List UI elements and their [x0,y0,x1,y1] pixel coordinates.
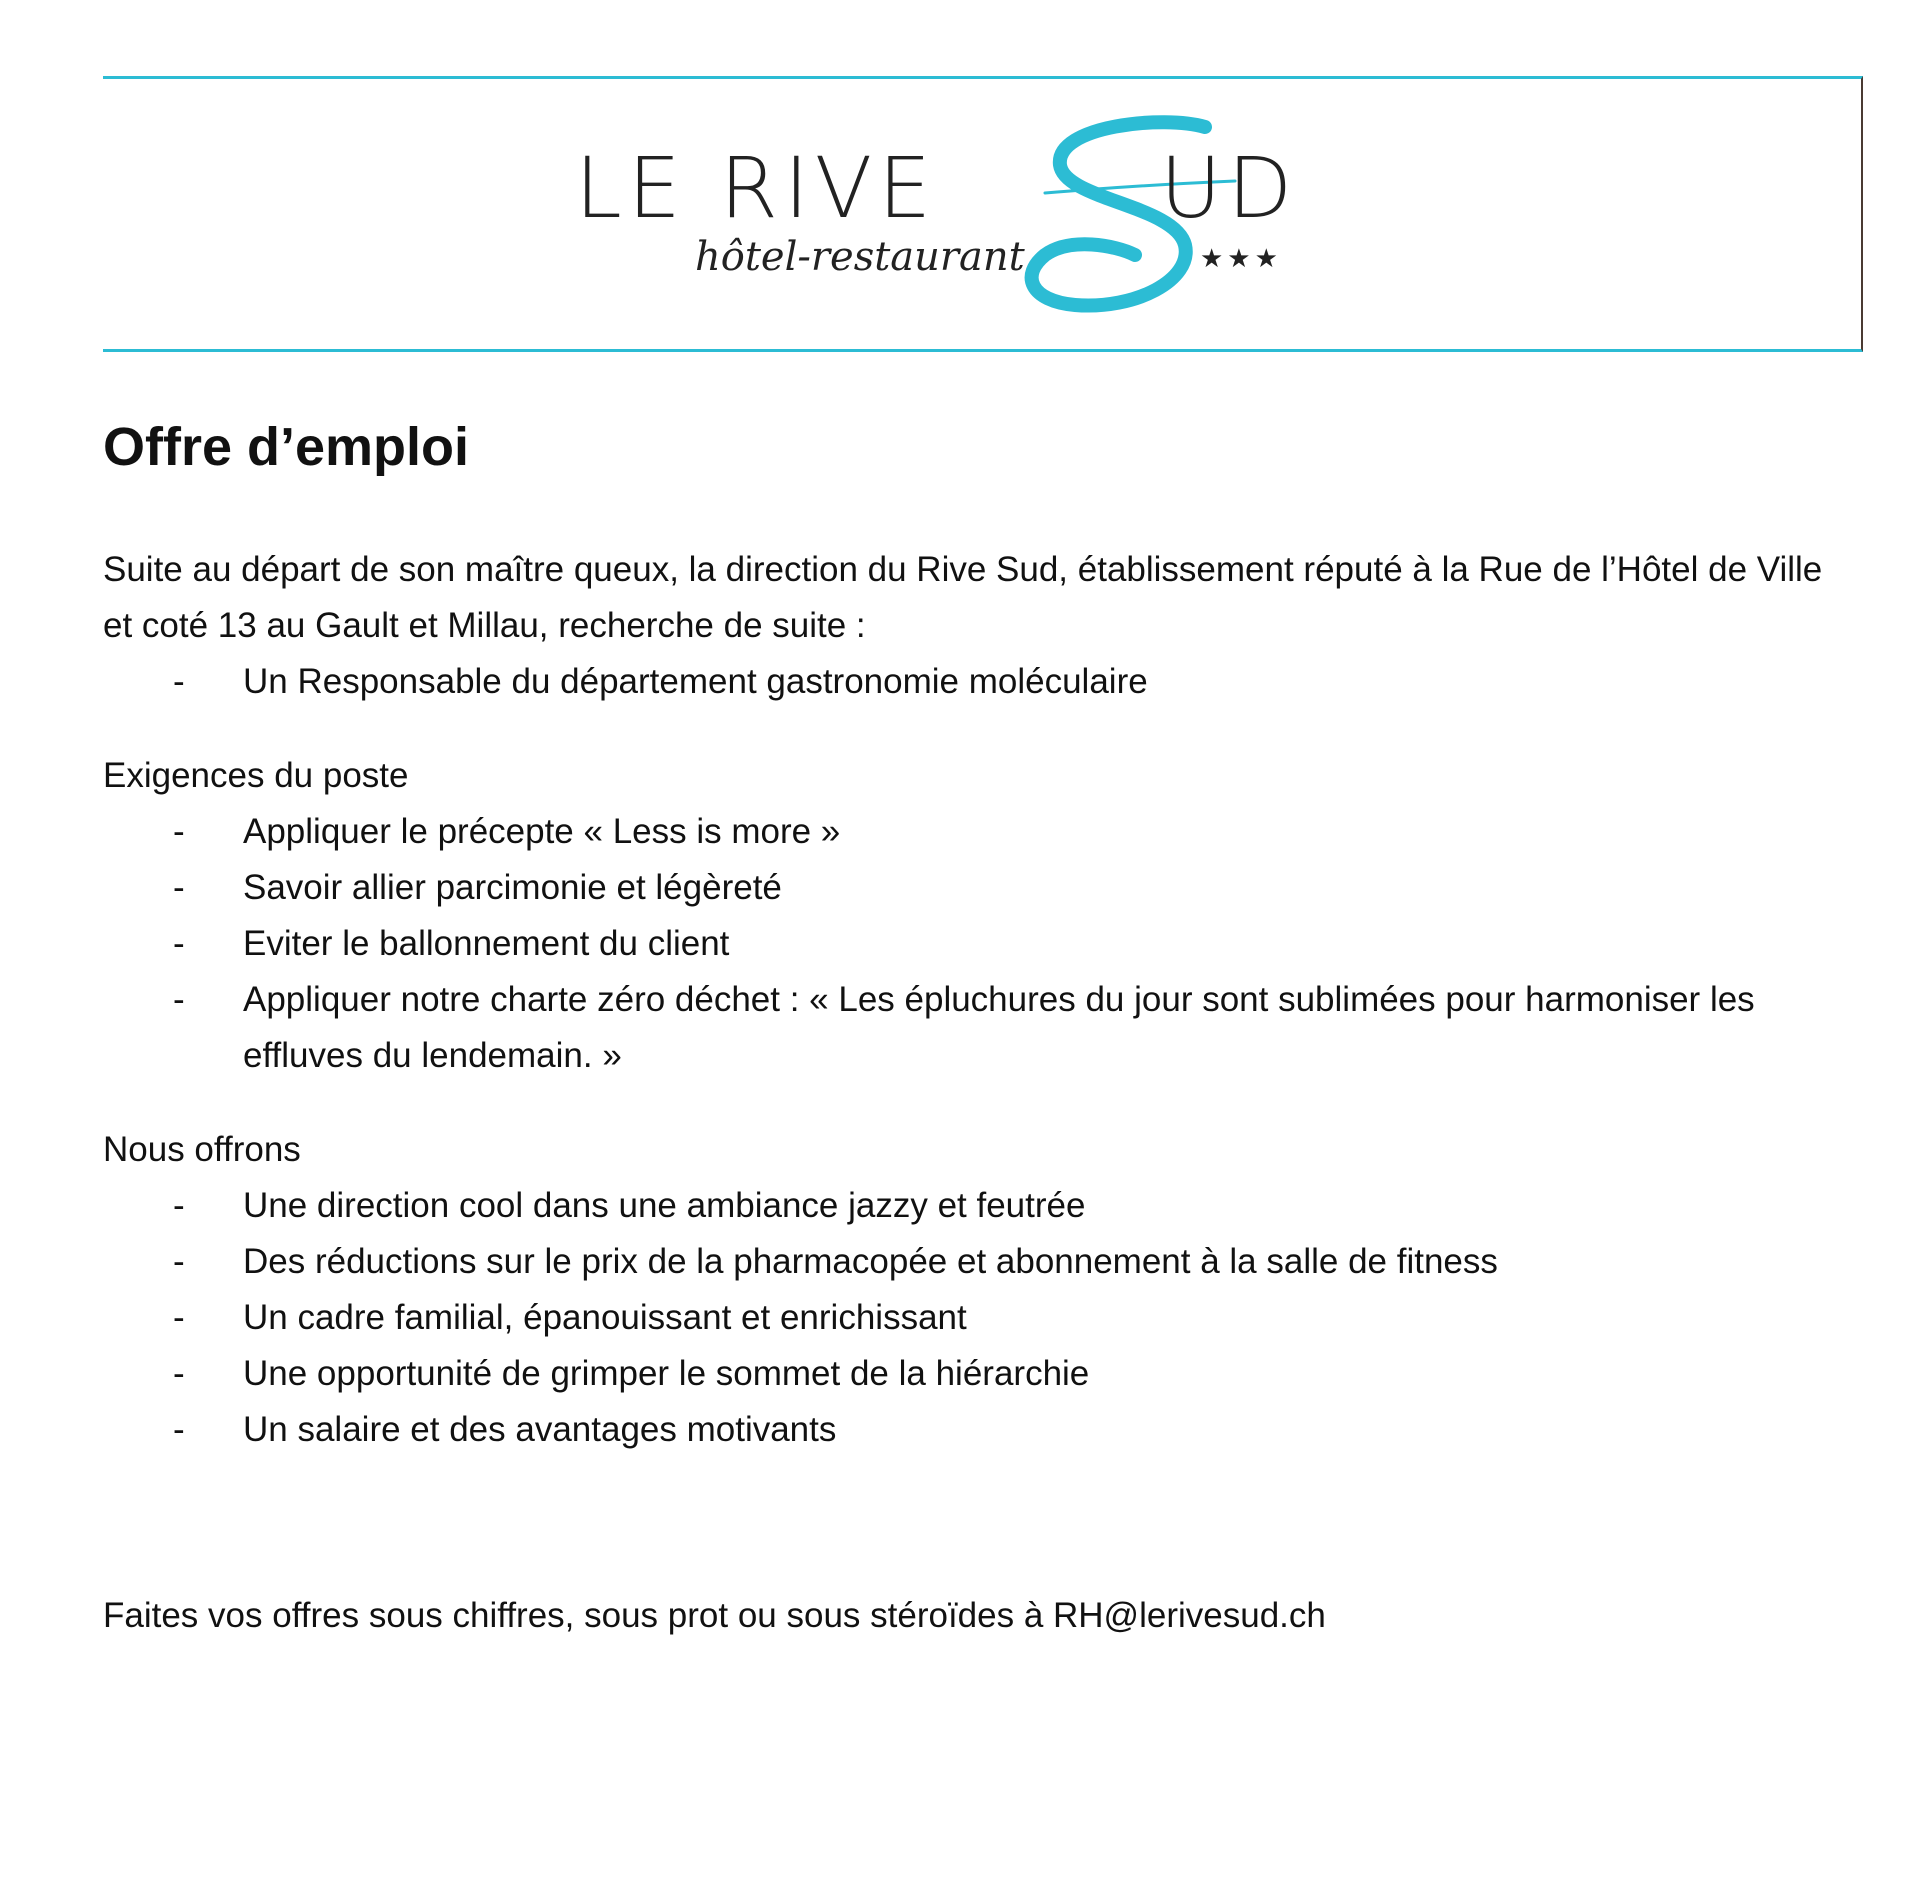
logo-word-left: LE RIVE [575,139,938,237]
bullet-dash: - [173,812,185,851]
positions-list [103,654,1823,710]
list-item-text: Savoir allier parcimonie et légèreté [243,868,782,907]
bullet-dash: - [173,1298,185,1337]
offers-list [103,1178,1823,1458]
list-item [103,1234,1823,1290]
list-item-text: Appliquer notre charte zéro déchet : « Les épluchures du jour sont sublimées pour harmoniser les effluves du lendemain. » [243,980,1755,1075]
list-item [103,1346,1823,1402]
intro-paragraph: Suite au départ de son maître queux, la direction du Rive Sud, établissement réputé à la Rue de l’Hôtel de Ville et coté 13 au Gault et Millau, recherche de suite : [103,550,1823,645]
requirements-heading: Exigences du poste [103,756,409,795]
list-item-text: Une opportunité de grimper le sommet de la hiérarchie [243,1354,1090,1393]
bullet-dash: - [173,1186,185,1225]
bullet-dash: - [173,980,185,1019]
contact-line: Faites vos offres sous chiffres, sous prot ou sous stéroïdes à RH@lerivesud.ch [103,1596,1326,1635]
logo-word-right: UD [1160,139,1299,237]
bullet-dash: - [173,1354,185,1393]
offers-heading: Nous offrons [103,1130,301,1169]
list-item [103,1402,1823,1458]
bullet-dash: - [173,924,185,963]
bullet-dash: - [173,1242,185,1281]
bullet-dash: - [173,868,185,907]
logo-stars: ★★★ [1200,244,1282,274]
list-item [103,972,1823,1084]
list-item-text: Un salaire et des avantages motivants [243,1410,837,1449]
bullet-dash: - [173,1410,185,1449]
list-item [103,804,1823,860]
list-item [103,860,1823,916]
list-item [103,1290,1823,1346]
page-title: Offre d’emploi [103,417,470,477]
list-item-text: Eviter le ballonnement du client [243,924,730,963]
list-item [103,916,1823,972]
list-item-text: Des réductions sur le prix de la pharmacopée et abonnement à la salle de fitness [243,1242,1498,1281]
list-item [103,654,1823,710]
bullet-dash: - [173,662,185,701]
list-item-text: Une direction cool dans une ambiance jazzy et feutrée [243,1186,1086,1225]
logo-tagline: hôtel-restaurant [695,234,1025,280]
requirements-list [103,804,1823,1084]
list-item-text: Un Responsable du département gastronomie moléculaire [243,662,1148,701]
list-item-text: Un cadre familial, épanouissant et enrichissant [243,1298,967,1337]
job-offer-content [103,402,1823,1644]
hotel-logo [575,105,1375,330]
list-item [103,1178,1823,1234]
list-item-text: Appliquer le précepte « Less is more » [243,812,841,851]
